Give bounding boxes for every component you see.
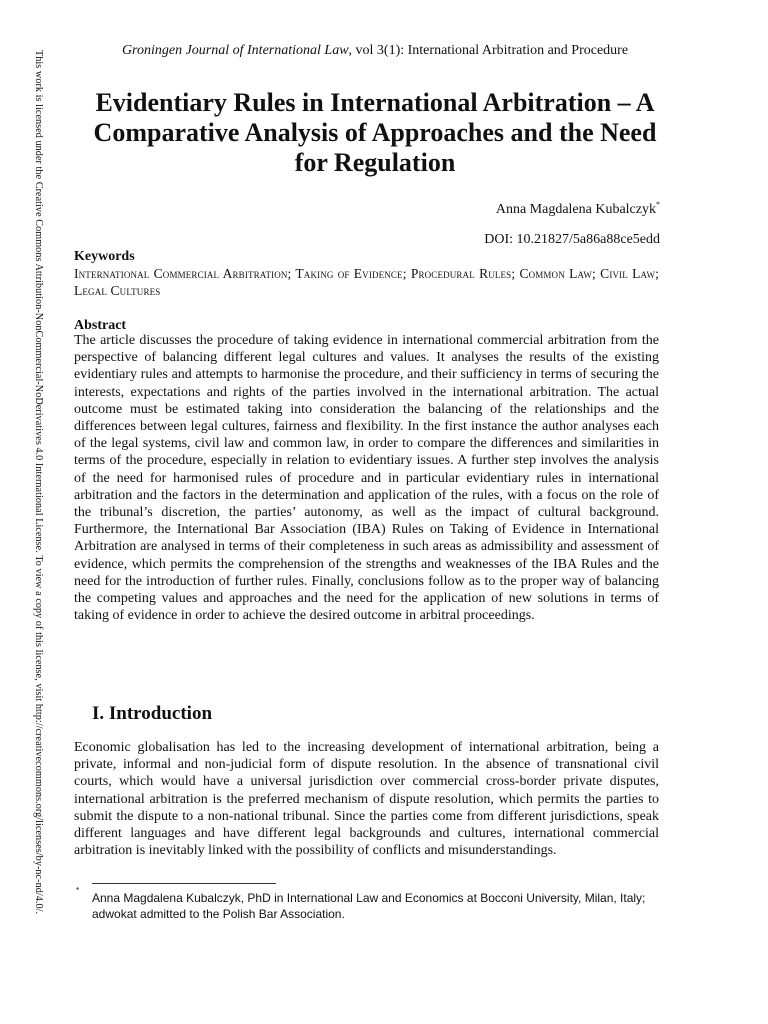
introduction-heading: I. Introduction: [92, 703, 213, 724]
footnote-divider: [92, 883, 276, 884]
license-text: This work is licensed under the Creative Commons Attribution-NonCommercial-NoDerivatives 4.0 International License. To view a copy of this license, visit http://creativecommons.org/licenses/by-nc-nd/4.0/.: [33, 50, 44, 915]
doi: DOI: 10.21827/5a86a88ce5edd: [484, 232, 660, 247]
journal-issue: , vol 3(1): International Arbitration and Procedure: [348, 43, 629, 58]
introduction-text: Economic globalisation has led to the increasing development of international arbitration, being a private, informal and non-judicial form of dispute resolution. In the absence of transnational civil courts, which would have a universal jurisdiction over commercial cross-border private disputes, international arbitration is the preferred mechanism of dispute resolution, which permits the parties to submit the dispute to a non-national tribunal. Since the parties come from different jurisdictions, speak different languages and have different legal backgrounds and cultures, international commercial arbitration is inevitably linked with the possibility of conflicts and misunderstandings.: [74, 740, 659, 859]
footnote-text: Anna Magdalena Kubalczyk, PhD in International Law and Economics at Bocconi University, Milan, Italy; adwokat admitted to the Polish Bar Association.: [92, 891, 646, 921]
author-name: Anna Magdalena Kubalczyk: [495, 202, 656, 217]
keywords-heading: Keywords: [74, 249, 135, 264]
author-line: [496, 196, 660, 219]
abstract-text: The article discusses the procedure of taking evidence in international commercial arbitration from the perspective of balancing different legal cultures and values. It analyses the results of the existing evidentiary rules and attempts to harmonise the procedure, and their sufficiency in terms of securing the interests, expectations and rights of the parties involved in the international arbitration. The actual outcome must be estimated taking into consideration the balancing of the relationships and the differences between legal cultures, fairness and flexibility. In the first instance the author analyses each of the legal systems, civil law and common law, in order to compare the differences and similarities in terms of the procedure, especially in relation to evidentiary issues. A further step involves the analysis of the need for harmonised rules of procedure and in particular evidentiary rules in international arbitration and the factors in the determination and application of the rules, with a focus on the role of the tribunal’s discretion, the parties’ autonomy, as well as the impact of cultural background. Furthermore, the International Bar Association (IBA) Rules on Taking of Evidence in International Arbitration are analysed in terms of their completeness in such areas as admissibility and assessment of evidence, which permits the comprehension of the strengths and weaknesses of the IBA Rules and the need for the introduction of further rules. Finally, conclusions follow as to the proper way of balancing the competing values and approaches and the need for the application of new solutions in terms of taking of evidence in order to achieve the desired outcome in arbitral proceedings.: [74, 333, 659, 624]
journal-name: Groningen Journal of International Law: [121, 43, 349, 58]
author-footnote-marker[interactable]: *: [656, 200, 660, 209]
article-title: Evidentiary Rules in International Arbitration – A Comparative Analysis of Approaches and the Need for Regulation: [93, 88, 657, 177]
keywords-text: International Commercial Arbitration; Taking of Evidence; Procedural Rules; Common Law; Civil Law; Legal Cultures: [74, 266, 659, 298]
journal-header: [100, 42, 650, 60]
license-sidebar: [28, 50, 48, 930]
abstract-heading: Abstract: [74, 318, 127, 333]
footnote-marker: *: [76, 886, 80, 895]
